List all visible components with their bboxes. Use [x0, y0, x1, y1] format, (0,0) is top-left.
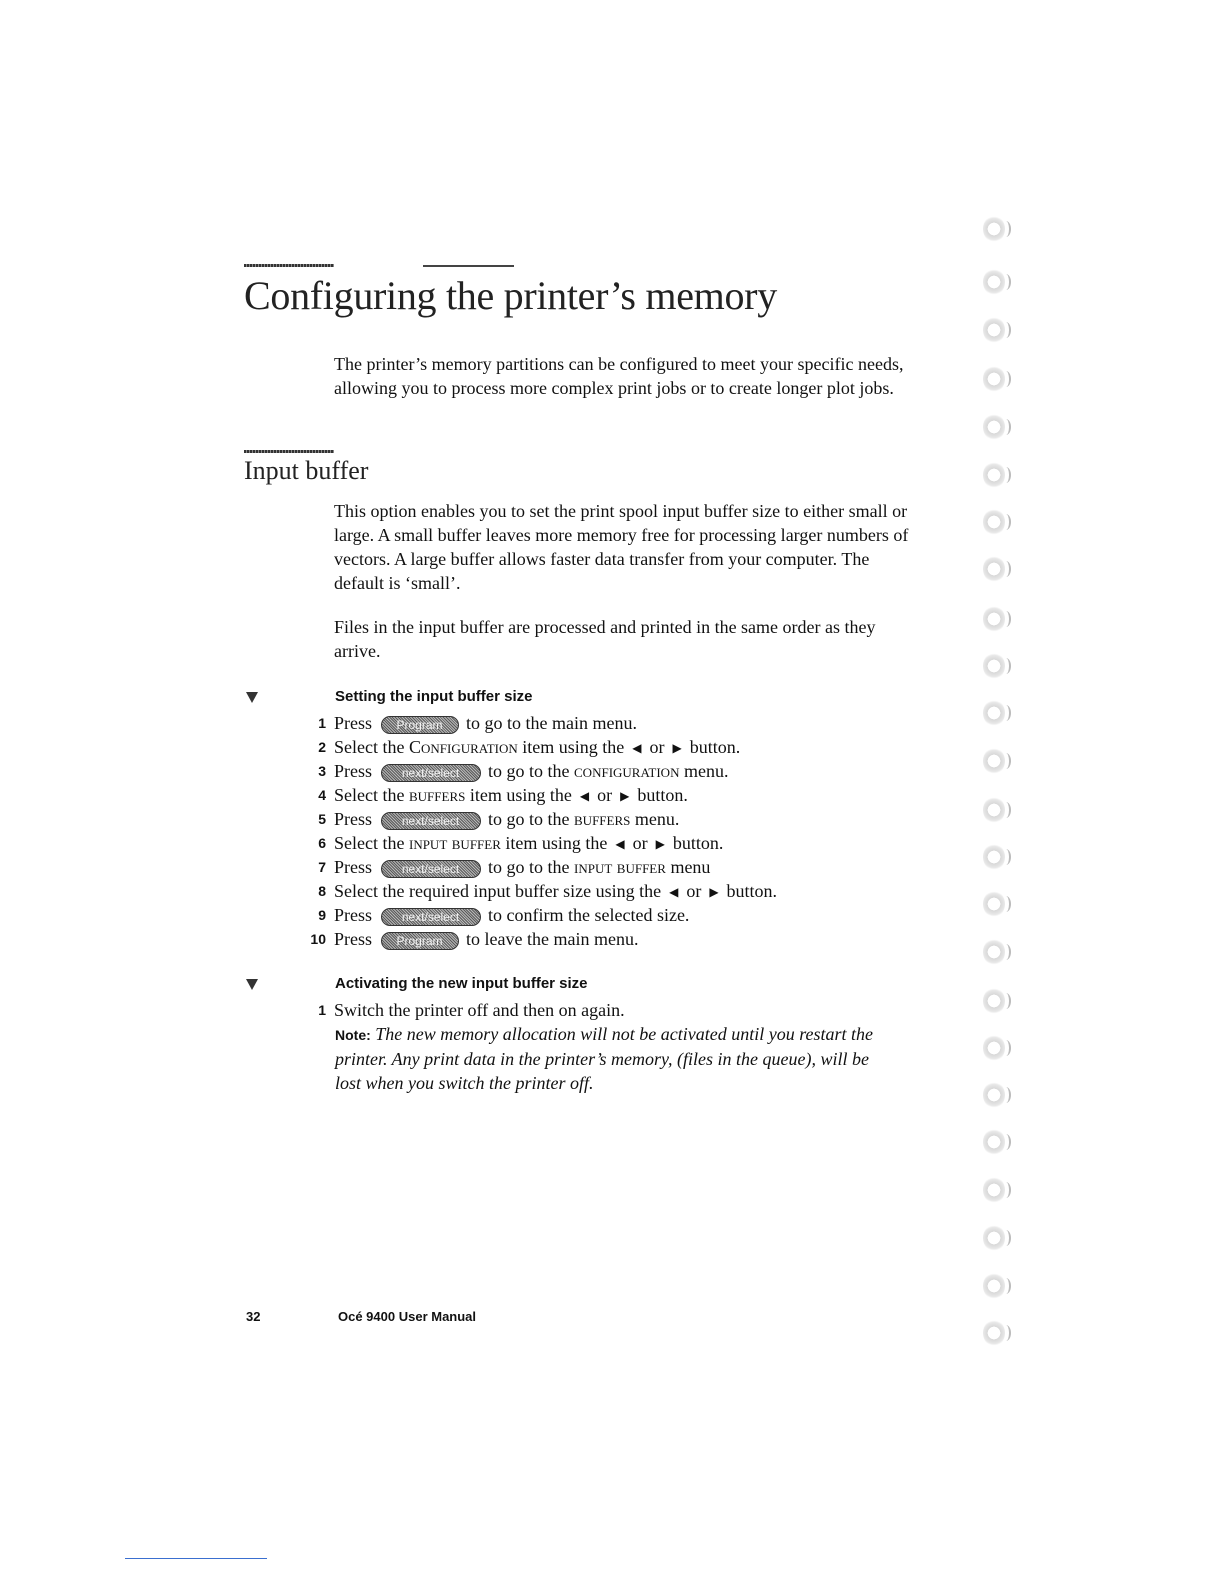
binder-hole-icon — [983, 699, 1005, 727]
intro-paragraph: The printer’s memory partitions can be configured to meet your specific needs, allowing you to process more complex print jobs or to create longer plot jobs. — [334, 354, 904, 398]
right-arrow-icon: ▶ — [672, 741, 682, 755]
step-7: 7 Press next/select to go to the input buffer menu — [318, 857, 711, 877]
step-1: 1 Press Program to go to the main menu. — [318, 713, 637, 733]
binder-holes — [975, 215, 1025, 1355]
note-label: Note: — [335, 1027, 371, 1043]
scan-edge-line — [125, 1558, 267, 1559]
page-title: Configuring the printer’s memory — [244, 273, 777, 318]
binder-hole-icon — [983, 747, 1005, 775]
step-3: 3 Press next/select to go to the configuration menu. — [318, 761, 729, 781]
step-9: 9 Press next/select to confirm the selected size. — [318, 905, 690, 925]
program-key-icon: Program — [381, 932, 459, 950]
procedure-steps — [300, 711, 777, 951]
section-rule — [244, 450, 334, 453]
binder-hole-icon — [983, 508, 1005, 536]
next-select-key-icon: next/select — [381, 860, 481, 878]
binder-hole-icon — [983, 890, 1005, 918]
section-paragraph-1: This option enables you to set the print spool input buffer size to either small or large. A small buffer leaves more memory free for processing larger numbers of vectors. A large buffer allows faster data transfer from your computer. The default is ‘small’. — [334, 501, 909, 593]
note: Note: The new memory allocation will not be activated until you restart the printer. Any print data in the printer’s memory, (files in the queue), will be lost when you switch the printer off. — [335, 1024, 874, 1093]
section-paragraph-2: Files in the input buffer are processed and printed in the same order as they arrive. — [334, 617, 876, 661]
page-number: 32 — [246, 1309, 261, 1324]
binder-hole-icon — [983, 938, 1005, 966]
binder-hole-icon — [983, 1176, 1005, 1204]
binder-hole-icon — [983, 843, 1005, 871]
manual-name: Océ 9400 User Manual — [338, 1309, 477, 1324]
binder-hole-icon — [983, 461, 1005, 489]
binder-hole-icon — [983, 1272, 1005, 1300]
binder-hole-icon — [983, 1034, 1005, 1062]
binder-hole-icon — [983, 413, 1005, 441]
step-1: 1 Switch the printer off and then on again. — [318, 1000, 625, 1020]
binder-hole-icon — [983, 316, 1005, 344]
step-10: 10 Press Program to leave the main menu. — [310, 929, 639, 949]
left-arrow-icon: ◀ — [579, 789, 590, 803]
left-arrow-icon: ◀ — [632, 741, 642, 755]
procedure-marker-icon — [246, 979, 258, 990]
binder-hole-icon — [983, 555, 1005, 583]
right-arrow-icon: ▶ — [709, 885, 719, 899]
right-arrow-icon: ▶ — [620, 789, 630, 803]
left-arrow-icon: ◀ — [615, 837, 625, 851]
binder-hole-icon — [983, 1224, 1005, 1252]
section-heading: Input buffer — [244, 456, 369, 485]
left-arrow-icon: ◀ — [669, 885, 679, 899]
procedure-marker-icon — [246, 692, 258, 703]
title-rule-left — [244, 264, 334, 267]
next-select-key-icon: next/select — [381, 908, 481, 926]
step-2: 2 Select the Configuration item using the ◀ or ▶ button. — [300, 735, 777, 759]
binder-hole-icon — [983, 987, 1005, 1015]
procedure-2-steps — [300, 998, 625, 1022]
binder-hole-icon — [983, 365, 1005, 393]
binder-hole-icon — [983, 605, 1005, 633]
binder-hole-icon — [983, 1319, 1005, 1347]
program-key-icon: Program — [381, 716, 459, 734]
step-4: 4 Select the buffers item using the ◀ or ▶ button. — [300, 783, 777, 807]
binder-hole-icon — [983, 796, 1005, 824]
right-arrow-icon: ▶ — [655, 837, 665, 851]
binder-hole-icon — [983, 1128, 1005, 1156]
next-select-key-icon: next/select — [381, 812, 481, 830]
title-rule-right — [423, 265, 514, 267]
procedure-title: Setting the input buffer size — [335, 688, 533, 705]
step-6: 6 Select the input buffer item using the ◀ or ▶ button. — [300, 831, 777, 855]
binder-hole-icon — [983, 215, 1005, 243]
binder-hole-icon — [983, 652, 1005, 680]
binder-hole-icon — [983, 268, 1005, 296]
step-5: 5 Press next/select to go to the buffers menu. — [318, 809, 680, 829]
step-8: 8 Select the required input buffer size using the ◀ or ▶ button. — [300, 879, 777, 903]
binder-hole-icon — [983, 1081, 1005, 1109]
next-select-key-icon: next/select — [381, 764, 481, 782]
procedure-title: Activating the new input buffer size — [335, 975, 588, 992]
